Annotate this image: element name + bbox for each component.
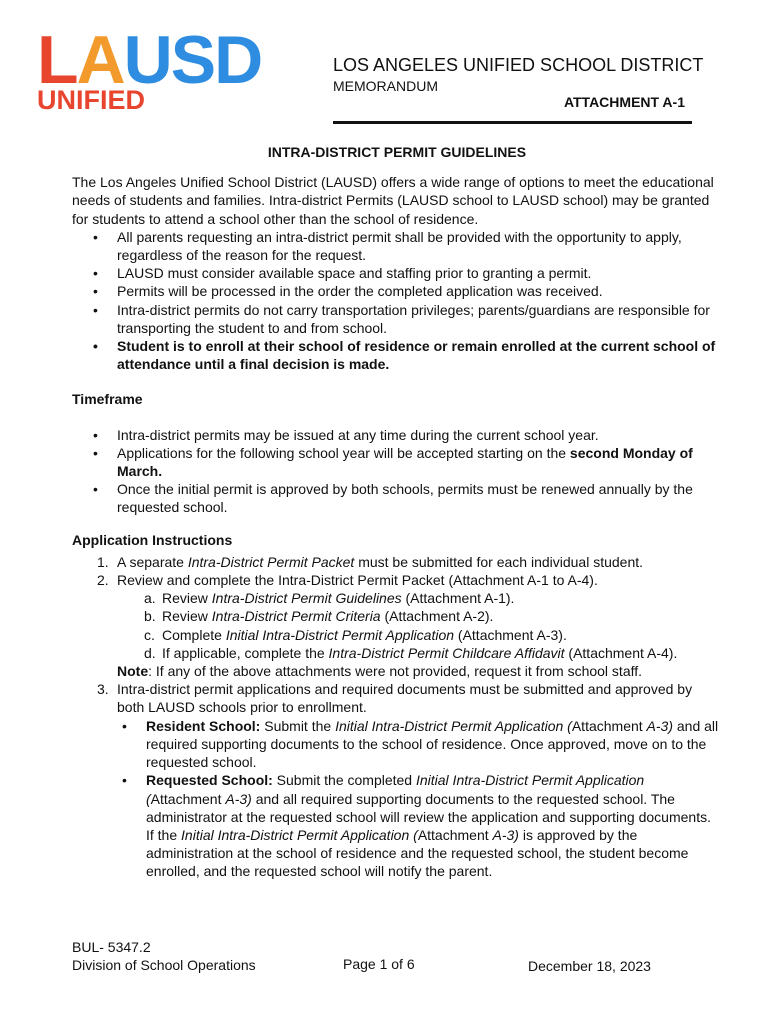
list-item: • Requested School: Submit the completed Initial Intra-District Permit Application (Attachment A-3) and all required supporting documents to the requested school. The administrator at the requested school will review the application and supporting documents. If the Initial Intra-District Permit Application (Attachment A-3) is approved by the administration at the school of residence and the requested school, the student become enrolled, and the requested school will notify the parent. — [146, 771, 722, 880]
logo-wordmark: LAUSD — [37, 22, 262, 98]
footer-date: December 18, 2023 — [528, 958, 651, 974]
application-steps — [72, 553, 722, 589]
footer-left — [72, 938, 256, 974]
division-name: Division of School Operations — [72, 957, 256, 973]
list-item: • LAUSD must consider available space and staffing prior to granting a permit. — [117, 264, 722, 282]
list-item: • Resident School: Submit the Initial Intra-District Permit Application (Attachment A-3) and all required supporting documents to the school of residence. Once approved, move on to the requested school. — [146, 717, 722, 772]
lausd-logo — [37, 22, 299, 115]
list-item: 1. A separate Intra-District Permit Packet must be submitted for each individual student. — [97, 553, 644, 570]
bulletin-number: BUL- 5347.2 — [72, 939, 151, 955]
timeframe-list — [72, 426, 722, 517]
guideline-list — [72, 228, 722, 374]
list-item: • Once the initial permit is approved by both schools, permits must be renewed annually by the requested school. — [117, 480, 722, 516]
page-number: Page 1 of 6 — [343, 956, 415, 972]
district-title: LOS ANGELES UNIFIED SCHOOL DISTRICT — [333, 55, 704, 75]
list-item: • Student is to enroll at their school of residence or remain enrolled at the current school of attendance until a final decision is made. — [117, 337, 722, 373]
application-heading: Application Instructions — [72, 531, 233, 548]
list-item: d. If applicable, complete the Intra-District Permit Childcare Affidavit (Attachment A-4). — [144, 644, 678, 661]
list-item: 2. Review and complete the Intra-District Permit Packet (Attachment A-1 to A-4). — [97, 572, 598, 589]
document-body — [72, 143, 722, 881]
list-item: b. Review Intra-District Permit Criteria (Attachment A-2). — [144, 608, 494, 625]
page-title: INTRA-DISTRICT PERMIT GUIDELINES — [267, 144, 527, 160]
intro-paragraph: The Los Angeles Unified School District (LAUSD) offers a wide range of options to meet the educational needs of students and families. Intra-district Permits (LAUSD school to LAUSD school) may be granted for students to attend a school other than the school of residence. — [72, 174, 714, 227]
list-item: c. Complete Initial Intra-District Permit Application (Attachment A-3). — [144, 626, 567, 643]
school-steps — [72, 717, 722, 881]
application-steps-cont — [72, 680, 722, 716]
timeframe-heading: Timeframe — [72, 391, 143, 408]
note-line: Note: If any of the above attachments were not provided, request it from school staff. — [117, 663, 643, 680]
memo-label: MEMORANDUM — [333, 78, 438, 94]
list-item: • Permits will be processed in the order the completed application was received. — [117, 282, 722, 300]
list-item: • Applications for the following school year will be accepted starting on the second Monday of March. — [117, 444, 722, 480]
list-item: • Intra-district permits do not carry transportation privileges; parents/guardians are responsible for transporting the student to and from school. — [117, 301, 722, 337]
attachment-label: ATTACHMENT A-1 — [563, 94, 685, 110]
list-item: 3. Intra-district permit applications and required documents must be submitted and approved by both LAUSD schools prior to enrollment. — [97, 681, 693, 716]
logo-unified: UNIFIED — [37, 85, 145, 115]
packet-substeps — [72, 589, 722, 662]
list-item: • All parents requesting an intra-district permit shall be provided with the opportunity to apply, regardless of the reason for the request. — [117, 228, 722, 264]
list-item: a. Review Intra-District Permit Guidelines (Attachment A-1). — [144, 590, 515, 607]
list-item: • Intra-district permits may be issued at any time during the current school year. — [117, 426, 722, 444]
header-rule — [333, 121, 692, 124]
